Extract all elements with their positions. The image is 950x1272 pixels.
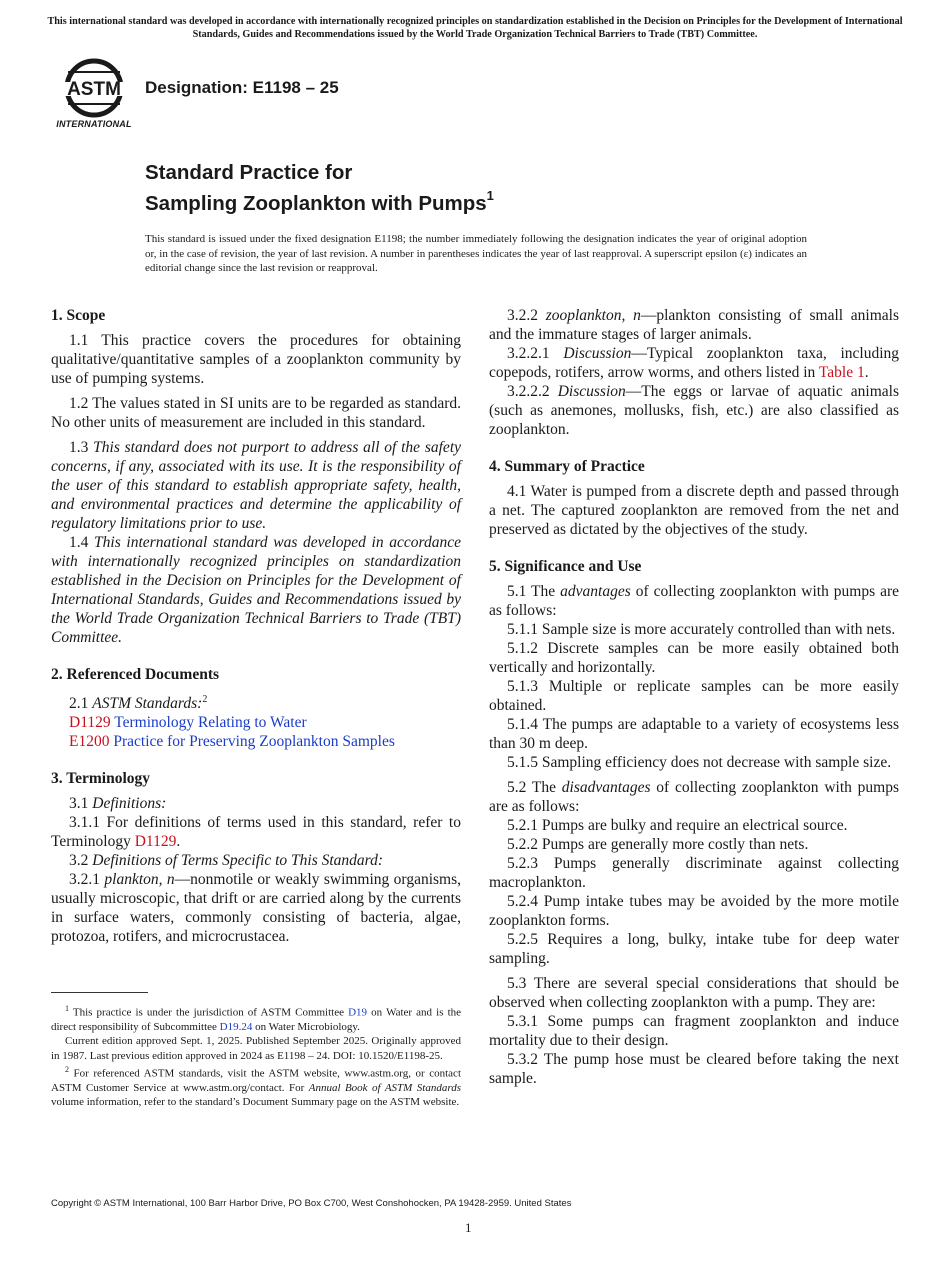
- logo-wordmark: INTERNATIONAL: [56, 119, 132, 129]
- para-2-1-num: 2.1: [69, 695, 89, 713]
- para-3-2-2-num: 3.2.2: [507, 307, 538, 324]
- para-3-1-text: Definitions:: [92, 795, 167, 813]
- para-3-2-2-1: 3.2.2.1 Discussion—Typical zooplankton taxa, including copepods, rotifers, arrow worms, and others listed in Table 1.: [489, 345, 900, 381]
- para-2-1: [51, 690, 461, 713]
- para-1-2: 1.2 The values stated in SI units are to be regarded as standard. No other units of measurement are included in this standard.: [51, 395, 461, 431]
- discussion-text: —The eggs or larvae of aquatic animals (such as anemones, mollusks, fish, etc.) are also classified as zooplankton.: [489, 383, 900, 438]
- para-5-1-1: 5.1.1 Sample size is more accurately controlled than with nets.: [507, 621, 896, 638]
- reference-d1129[interactable]: [51, 713, 461, 732]
- para-5-1-post: of collecting zooplankton with pumps are as follows:: [489, 583, 900, 619]
- section-5-heading: 5. Significance and Use: [489, 558, 642, 575]
- copyright-notice: Copyright © ASTM International, 100 Barr Harbor Drive, PO Box C700, West Conshohocken, PA 19428-2959. United States: [51, 1198, 572, 1209]
- footnote-1-edition: Current edition approved Sept. 1, 2025. Published September 2025. Originally approved in 1987. Last previous edition approved in 2024 as E1198 – 24. DOI: 10.1520/E1198-25.: [51, 1035, 461, 1062]
- footnote-2-ref[interactable]: 2: [202, 694, 208, 705]
- footnote-2: [51, 1063, 461, 1110]
- footnote-2-text-b: volume information, refer to the standard’s Document Summary page on the ASTM website.: [51, 1096, 460, 1109]
- footnote-1-text-a: This practice is under the jurisdiction of ASTM Committee: [72, 1006, 344, 1019]
- d1129-link[interactable]: D1129: [134, 833, 177, 851]
- designation-notice: This standard is issued under the fixed designation E1198; the number immediately following the designation indicates the year of original adoption or, in the case of revision, the year of last revision. A number in parentheses indicates the year of last reapproval. A superscript epsilon (ε) indicates an editorial change since the last revision or reapproval.: [145, 233, 807, 274]
- term-zooplankton: zooplankton, n: [545, 307, 641, 324]
- para-3-1-1-text: 3.1.1 For definitions of terms used in this standard, refer to Terminology: [51, 814, 461, 851]
- footnote-2-text-a: For referenced ASTM standards, visit the ASTM website, www.astm.org, or contact ASTM Customer Service at www.astm.org/contact. For: [51, 1067, 461, 1094]
- document-title: [145, 160, 494, 216]
- para-2-1-text: ASTM Standards:: [92, 695, 203, 713]
- para-5-1-2: 5.1.2 Discrete samples can be more easily obtained both vertically and horizontally.: [489, 640, 899, 676]
- para-5-2-em: disadvantages: [561, 779, 651, 796]
- para-3-2: [51, 851, 461, 870]
- title-footnote-ref[interactable]: 1: [486, 188, 494, 203]
- para-5-2-4: 5.2.4 Pump intake tubes may be avoided by the more motile zooplankton forms.: [489, 893, 899, 929]
- para-5-2-5: 5.2.5 Requires a long, bulky, intake tube for deep water sampling.: [489, 931, 899, 967]
- reference-e1200[interactable]: [51, 732, 461, 751]
- discussion-label: Discussion: [557, 383, 626, 400]
- para-3-2-1: [51, 870, 461, 946]
- para-1-4-num: 1.4: [69, 534, 89, 551]
- para-5-3-1: 5.3.1 Some pumps can fragment zooplankton and induce mortality due to their design.: [489, 1013, 899, 1049]
- tbt-banner: This international standard was developed in accordance with internationally recognized principles on standardization established in the Decision on Principles for the Development of International Standards, Guides and Recommendations issued by the World Trade Organization Technical Barriers to Trade (TBT) Committee.: [47, 16, 903, 40]
- footnote-2-em: Annual Book of ASTM Standards: [308, 1081, 462, 1094]
- para-3-2-2-2-num: 3.2.2.2: [507, 383, 550, 400]
- logo-letters: ASTM: [67, 79, 121, 100]
- footnote-1: [51, 1002, 461, 1034]
- para-5-2-1: 5.2.1 Pumps are bulky and require an electrical source.: [507, 817, 848, 834]
- para-5-2-pre: 5.2 The: [507, 779, 556, 796]
- reference-title[interactable]: Terminology Relating to Water: [114, 714, 307, 732]
- para-3-1: [51, 794, 461, 813]
- para-5-2-post: of collecting zooplankton with pumps are as follows:: [489, 779, 900, 815]
- footnotes: [51, 1002, 461, 1109]
- term-plankton: plankton, n: [104, 871, 175, 889]
- para-5-2-3: 5.2.3 Pumps generally discriminate against collecting macroplankton.: [489, 855, 899, 891]
- footnote-divider: [51, 992, 148, 993]
- title-line-2: [145, 185, 494, 216]
- discussion-text: —Typical zooplankton taxa, including copepods, rotifers, arrow worms, and others listed in: [489, 345, 900, 381]
- para-3-2-2-2: [489, 382, 899, 439]
- subcommittee-d19-24-link[interactable]: D19.24: [219, 1020, 253, 1033]
- para-3-2-num: 3.2: [69, 852, 89, 870]
- section-4-heading: 4. Summary of Practice: [489, 458, 645, 475]
- reference-code[interactable]: D1129: [69, 714, 111, 732]
- designation: Designation: E1198 – 25: [145, 78, 339, 97]
- para-1-4: [51, 533, 461, 647]
- title-line-1: Standard Practice for: [145, 161, 353, 184]
- para-3-2-2: [489, 306, 899, 344]
- para-3-2-1-num: 3.2.1: [69, 871, 100, 889]
- para-5-1: [489, 582, 899, 620]
- para-1-4-text: This international standard was developed in accordance with internationally recognized principles on standardization established in the Decision on Principles for the Development of International Standards, Guides and Recommendations issued by the World Trade Organization Technical Barriers to Trade (TBT) Committee.: [51, 534, 461, 646]
- para-5-1-pre: 5.1 The: [507, 583, 556, 600]
- para-1-1: 1.1 This practice covers the procedures for obtaining qualitative/quantitative samples of a zooplankton community by use of pumping systems.: [51, 332, 461, 387]
- committee-d19-link[interactable]: D19: [348, 1006, 368, 1019]
- definition-plankton: —nonmotile or weakly swimming organisms, usually microscopic, that drift or are carried along by the currents in surface waters, commonly consisting of bacteria, algae, protozoa, rotifers, and microcrustacea.: [51, 871, 461, 946]
- para-5-2-2: 5.2.2 Pumps are generally more costly than nets.: [507, 836, 809, 853]
- footnote-1-text-b: on Water and is the direct responsibility of Subcommittee: [51, 1006, 462, 1033]
- definition-zooplankton: —plankton consisting of small animals and the immature stages of larger animals.: [489, 307, 900, 343]
- para-1-3-num: 1.3: [69, 439, 89, 456]
- table-1-link[interactable]: Table 1: [818, 364, 865, 381]
- discussion-label: Discussion: [563, 345, 632, 362]
- page-number: 1: [465, 1220, 472, 1235]
- para-5-1-3: 5.1.3 Multiple or replicate samples can be more easily obtained.: [489, 678, 899, 714]
- para-5-3: 5.3 There are several special considerations that should be observed when collecting zooplankton with a pump. They are:: [489, 975, 899, 1011]
- reference-code[interactable]: E1200: [69, 733, 110, 751]
- para-1-3-text: This standard does not purport to address all of the safety concerns, if any, associated with its use. It is the responsibility of the user of this standard to establish appropriate safety, health, and environmental practices and determine the applicability of regulatory limitations prior to use.: [51, 439, 461, 532]
- para-1-3: [51, 438, 461, 533]
- para-5-2: [489, 778, 899, 816]
- footnote-1-marker: 1: [65, 1004, 69, 1013]
- para-3-2-text: Definitions of Terms Specific to This Standard:: [92, 852, 384, 870]
- footnote-2-marker: 2: [65, 1064, 69, 1074]
- section-3-heading: 3. Terminology: [51, 770, 151, 788]
- para-5-1-em: advantages: [560, 583, 631, 600]
- para-5-3-2: 5.3.2 The pump hose must be cleared before taking the next sample.: [489, 1051, 899, 1087]
- para-4-1: 4.1 Water is pumped from a discrete depth and passed through a net. The captured zooplankton are removed from the net and preserved as dictated by the objectives of the study.: [489, 483, 899, 538]
- para-3-1-num: 3.1: [69, 795, 89, 813]
- section-2-heading: 2. Referenced Documents: [51, 666, 220, 683]
- right-column: [489, 306, 899, 1088]
- para-5-1-5: 5.1.5 Sampling efficiency does not decrease with sample size.: [507, 754, 892, 771]
- section-1-heading: 1. Scope: [51, 307, 106, 324]
- title-line-2-text: Sampling Zooplankton with Pumps: [145, 191, 487, 215]
- para-5-1-4: 5.1.4 The pumps are adaptable to a variety of ecosystems less than 30 m deep.: [489, 716, 899, 752]
- footnote-1-text-c: on Water Microbiology.: [255, 1020, 360, 1033]
- para-3-1-1: 3.1.1 For definitions of terms used in this standard, refer to Terminology D1129.: [51, 814, 461, 851]
- para-3-2-2-1-num: 3.2.2.1: [507, 345, 550, 362]
- reference-title[interactable]: Practice for Preserving Zooplankton Samples: [113, 733, 395, 751]
- left-column: [51, 306, 461, 946]
